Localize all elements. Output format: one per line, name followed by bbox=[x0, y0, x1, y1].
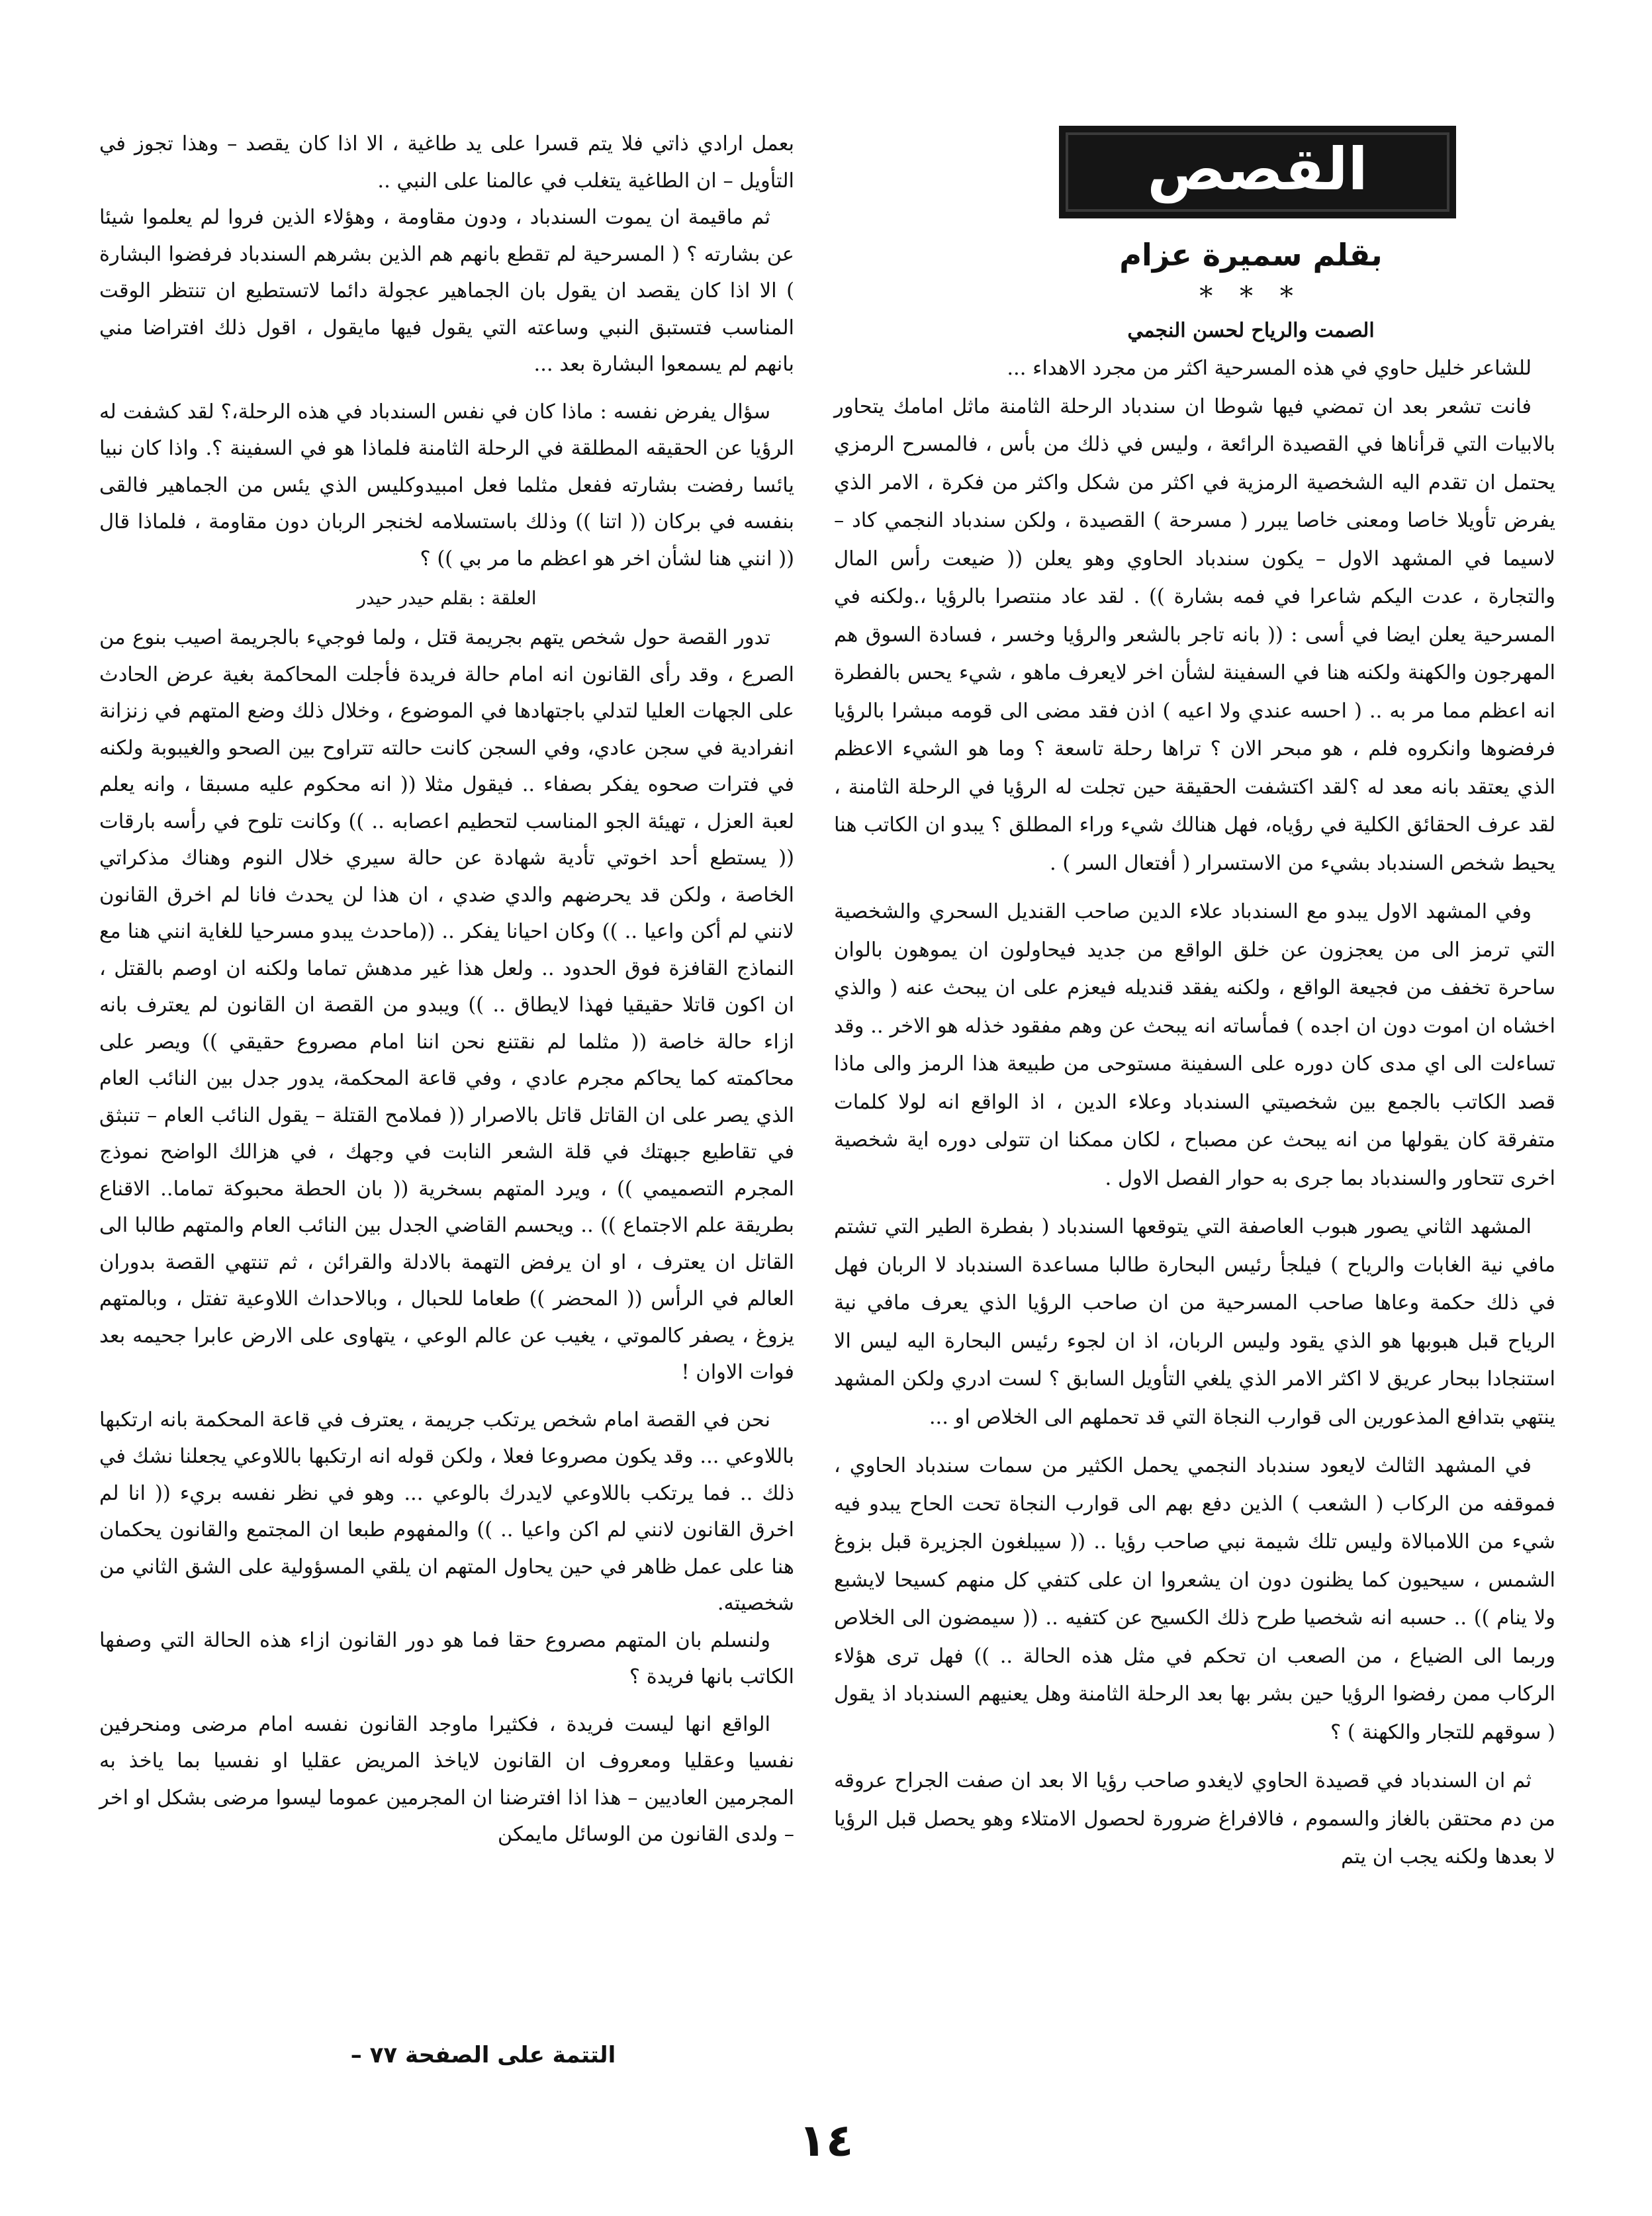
left-paragraph: تدور القصة حول شخص يتهم بجريمة قتل ، ولما فوجيء بالجريمة اصيب بنوع من الصرع ، وقد رأى القانون انه امام حالة فريدة فأجلت المحاكمة بغية عرض الحادث على الجهات العليا لتدلي باجتهادها في الموضوع ، وخلال ذلك وضع المتهم في زنزانة انفرادية في سجن عادي، وفي السجن كانت حالته تتراوح بين الصحو والغيبوبة ولكنه في فترات صحوه يفكر بصفاء .. فيقول مثلا (( انه محكوم عليه مسبقا ، وانه يعلم لعبة العزل ، تهيئة الجو المناسب لتحطيم اعصابه .. )) وكانت تلوح في رأسه بارقات (( يستطع أحد اخوتي تأدية شهادة عن حالة سيري خلال النوم وهناك مذكراتي الخاصة ، ولكن قد يحرضهم والدي ضدي ، ان هذا لن يحدث فانا لم اخرق القانون لانني لم أكن واعيا .. )) وكان احيانا يفكر .. ((ماحدث يبدو مسرحيا للغاية انني هنا مع النماذج القافزة فوق الحدود .. ولعل هذا غير مدهش تماما ولكنه ان اوصم بالقتل ، ان اكون قاتلا حقيقيا فهذا لايطاق .. )) ويبدو من القصة ان القانون لم يعترف بانه ازاء حالة خاصة (( مثلما لم نقتنع نحن اننا امام مصروع حقيقي )) ويصر على محاكمته كما يحاكم مجرم عادي ، وفي قاعة المحكمة، يدور جدل بين النائب العام الذي يصر على ان القاتل قاتل بالاصرار (( فملامح القتلة – يقول النائب العام – تنبثق في تقاطيع جبهتك في قلة الشعر النابت في وجهك ، في هزالك الواضح نموذج المجرم التصميمي )) ، ويرد المتهم بسخرية (( بان الحطة محبوكة تماما.. الاقناع بطريقة علم الاجتماع )) .. ويحسم القاضي الجدل بين النائب العام والمتهم طالبا الى القاتل ان يعترف ، او ان يرفض التهمة بالادلة والقرائن ، ثم تنتهي القصة بدوران العالم في الرأس (( المحضر )) طعاما للحبال ، وبالاحداث اللاوعية تفتل ، وبالمتهم يزوغ ، يصفر كالموتي ، يغيب عن عالم الوعي ، يتهاوى على الارض عابرا جحيمه بعد فوات الاوان ! bbox=[99, 626, 794, 1384]
section-title: القصص bbox=[1147, 135, 1368, 203]
article-subtitle: الصمت والرياح لحسن النجمي bbox=[1127, 319, 1375, 342]
section-header-box bbox=[1059, 126, 1456, 218]
right-paragraph: المشهد الثاني يصور هبوب العاصفة التي يتوقعها السندباد ( بفطرة الطير التي تشتم مافي نية الغابات والرياح ) فيلجأ رئيس البحارة طالبا مساعدة السندباد لا الربان فهل في ذلك حكمة وعاها صاحب المسرحية من ان صاحب الرؤيا الذي يعرف مافي نية الرياح قبل هبوبها هو الذي يقود وليس الربان، اذ ان لجوء رئيس البحارة اليه ليس الا استنجادا ببحار عريق لا اكثر الامر الذي يلغي التأويل السابق ؟ لست ادري ولكن المشهد ينتهي بتدافع المذعورين الى قوارب النجاة التي قد تحملهم الى الخلاص او ... bbox=[834, 1215, 1555, 1429]
left-paragraph: بعمل ارادي ذاتي فلا يتم قسرا على يد طاغية ، الا اذا كان يقصد – وهذا تجوز في التأويل – ان الطاغية يتغلب في عالمنا على النبي .. bbox=[99, 132, 794, 193]
left-paragraph: ولنسلم بان المتهم مصروع حقا فما هو دور القانون ازاء هذه الحالة التي وصفها الكاتب بانها فريدة ؟ bbox=[99, 1628, 794, 1688]
right-paragraph: ثم ان السندباد في قصيدة الحاوي لايغدو صاحب رؤيا الا بعد ان صفت الجراح عروقه من دم محتقن بالغاز والسموم ، فالافراغ ضرورة لحصول الامتلاء وهو يحصل قبل الرؤيا لا بعدها ولكنه يجب ان يتم bbox=[834, 1769, 1555, 1869]
right-paragraph: للشاعر خليل حاوي في هذه المسرحية اكثر من مجرد الاهداء ... bbox=[1007, 357, 1532, 380]
left-paragraph: سؤال يفرض نفسه : ماذا كان في نفس السندباد في هذه الرحلة،؟ لقد كشفت له الرؤيا عن الحقيقه المطلقة في الرحلة الثامنة فلماذا هو في السفينة ؟. واذا كان نبيا يائسا رفضت بشارته ففعل مثلما فعل امبيدوكليس الذي يئس من الجماهير فالقى بنفسه في بركان (( اتنا )) وذلك باستسلامه لخنجر الربان دون مقاومة ، فلماذا قال (( انني هنا لشأن اخر هو اعظم ما مر بي )) ؟ bbox=[99, 400, 794, 571]
separator-stars: * * * bbox=[1199, 281, 1303, 312]
left-paragraph: نحن في القصة امام شخص يرتكب جريمة ، يعترف في قاعة المحكمة بانه ارتكبها باللاوعي ... وقد يكون مصروعا فعلا ، ولكن قوله انه ارتكبها باللاوعي يجعلنا نشك في ذلك .. فما يرتكب باللاوعي لايدرك بالوعي ... وهو في نظر نفسه بريء (( انا لم اخرق القانون لانني لم اكن واعيا .. )) والمفهوم طبعا ان المجتمع والقانون يحكمان هنا على عمل ظاهر في حين يحاول المتهم ان يلقي المسؤولية على الشق الثاني من شخصيته. bbox=[99, 1408, 794, 1615]
left-paragraph: ثم ماقيمة ان يموت السندباد ، ودون مقاومة ، وهؤلاء الذين فروا لم يعلموا شيئا عن بشارته ؟ ( المسرحية لم تقطع بانهم هم الذين بشرهم السندباد فرفضوا البشارة ) الا اذا كان يقصد ان يقول بان الجماهير عجولة دائما لاتستطيع ان تنتظر الوقت المناسب فتستبق النبي وساعته التي يقول فيها مايقول ، اقول ذلك افتراضا مني بانهم لم يسمعوا البشارة بعد ... bbox=[99, 206, 794, 376]
article-subtitle: العلقة : بقلم حيدر حيدر bbox=[357, 587, 537, 609]
right-paragraph: في المشهد الثالث لايعود سندباد النجمي يحمل الكثير من سمات سندباد الحاوي ، فموقفه من الركاب ( الشعب ) الذين دفع بهم الى قوارب النجاة تحت الحاح يبدو فيه شيء من اللامبالاة وليس تلك شيمة نبي صاحب رؤيا .. (( سيبلغون الجزيرة قبل بزوغ الشمس ، سيحيون كما يظنون دون ان يشعروا ان على كتفي كل منهم كسيحا لايشبع ولا ينام )) .. حسبه انه شخصيا طرح ذلك الكسيح عن كتفيه .. (( سيمضون الى الخلاص وربما الى الضياع ، من الصعب ان تحكم في مثل هذه الحالة .. )) فهل ترى هؤلاء الركاب ممن رفضوا الرؤيا حين بشر بها بعد الرحلة الثامنة وهل يعنيهم السندباد اذ يقول ( سوقهم للتجار والكهنة ) ؟ bbox=[834, 1454, 1555, 1744]
right-paragraph: فانت تشعر بعد ان تمضي فيها شوطا ان سندباد الرحلة الثامنة ماثل امامك يتحاور بالابيات التي قرأناها في القصيدة الرائعة ، وليس في ذلك من بأس ، فالمسرح الرمزي يحتمل ان تقدم اليه الشخصية الرمزية في اكثر من شكل واكثر من فكرة ، الامر الذي يفرض تأويلا خاصا ومعنى خاصا يبرر ( مسرحة ) القصيدة ، ولكن سندباد النجمي كاد – لاسيما في المشهد الاول – يكون سندباد الحاوي وهو يعلن (( ضيعت رأس المال والتجارة ، عدت اليكم شاعرا في فمه بشارة )) . لقد عاد منتصرا بالرؤيا ،.ولكنه في المسرحية يعلن ايضا في أسى : (( بانه تاجر بالشعر والرؤيا وخسر ، فسادة السوق هم المهرجون والكهنة ولكنه هنا في السفينة لشأن اخر لايعرف ماهو ، شيء يحس بالفطرة انه اعظم مما مر به .. ( احسه عندي ولا اعيه ) اذن فقد مضى الى قومه مبشرا بالرؤيا فرفضوها وانكروه فلم ، هو مبحر الان ؟ تراها رحلة تاسعة ؟ وما هو الشيء الاعظم الذي يعتقد بانه معد له ؟لقد اكتشفت الحقيقة حين تجلت له الرؤيا في الرحلة الثامنة ، لقد عرف الحقائق الكلية في رؤياه، فهل هنالك شيء وراء المطلق ؟ يبدو ان الكاتب هنا يحيط شخص السندباد بشيء من الاستسرار ( أفتعال السر ) . bbox=[834, 394, 1555, 875]
author-byline: بقلم سميرة عزام bbox=[1119, 237, 1383, 273]
page-number: ١٤ bbox=[798, 2115, 854, 2167]
left-column bbox=[99, 126, 794, 1853]
left-paragraph: الواقع انها ليست فريدة ، فكثيرا ماوجد القانون نفسه امام مرضى ومنحرفين نفسيا وعقليا ومعروف ان القانون لاياخذ المريض عقليا او نفسيا بما ياخذ به المجرمين العاديين – هذا اذا افترضنا ان المجرمين عموما ليسوا مرضى بشكل او اخر – ولدى القانون من الوسائل مايمكن bbox=[99, 1712, 794, 1846]
right-column bbox=[834, 349, 1555, 1876]
right-paragraph: وفي المشهد الاول يبدو مع السندباد علاء الدين صاحب القنديل السحري والشخصية التي ترمز الى من يعجزون عن خلق الواقع من جديد فيحاولون ان يموهون بالوان ساحرة تخفف من فجيعة الواقع ، ولكنه يفقد قنديله فيعزم على ان يبحث عنه ( والذي اخشاه ان اموت دون ان اجده ) فمأساته انه يبحث عن وهم مفقود خذله هو الاخر .. وقد تساءلت الى اي مدى كان دوره على السفينة مستوحى من طبيعة هذا الرمز والى ماذا قصد الكاتب بالجمع بين شخصيتي السندباد وعلاء الدين ، اذ الواقع انه لولا كلمات متفرقة كان يقولها من انه يبحث عن مصباح ، لكان ممكنا ان تتولى دوره اية شخصية اخرى تتحاور والسندباد بما جرى به حوار الفصل الاول . bbox=[834, 900, 1555, 1190]
continued-note: التتمة على الصفحة ٧٧ – bbox=[350, 2042, 616, 2068]
